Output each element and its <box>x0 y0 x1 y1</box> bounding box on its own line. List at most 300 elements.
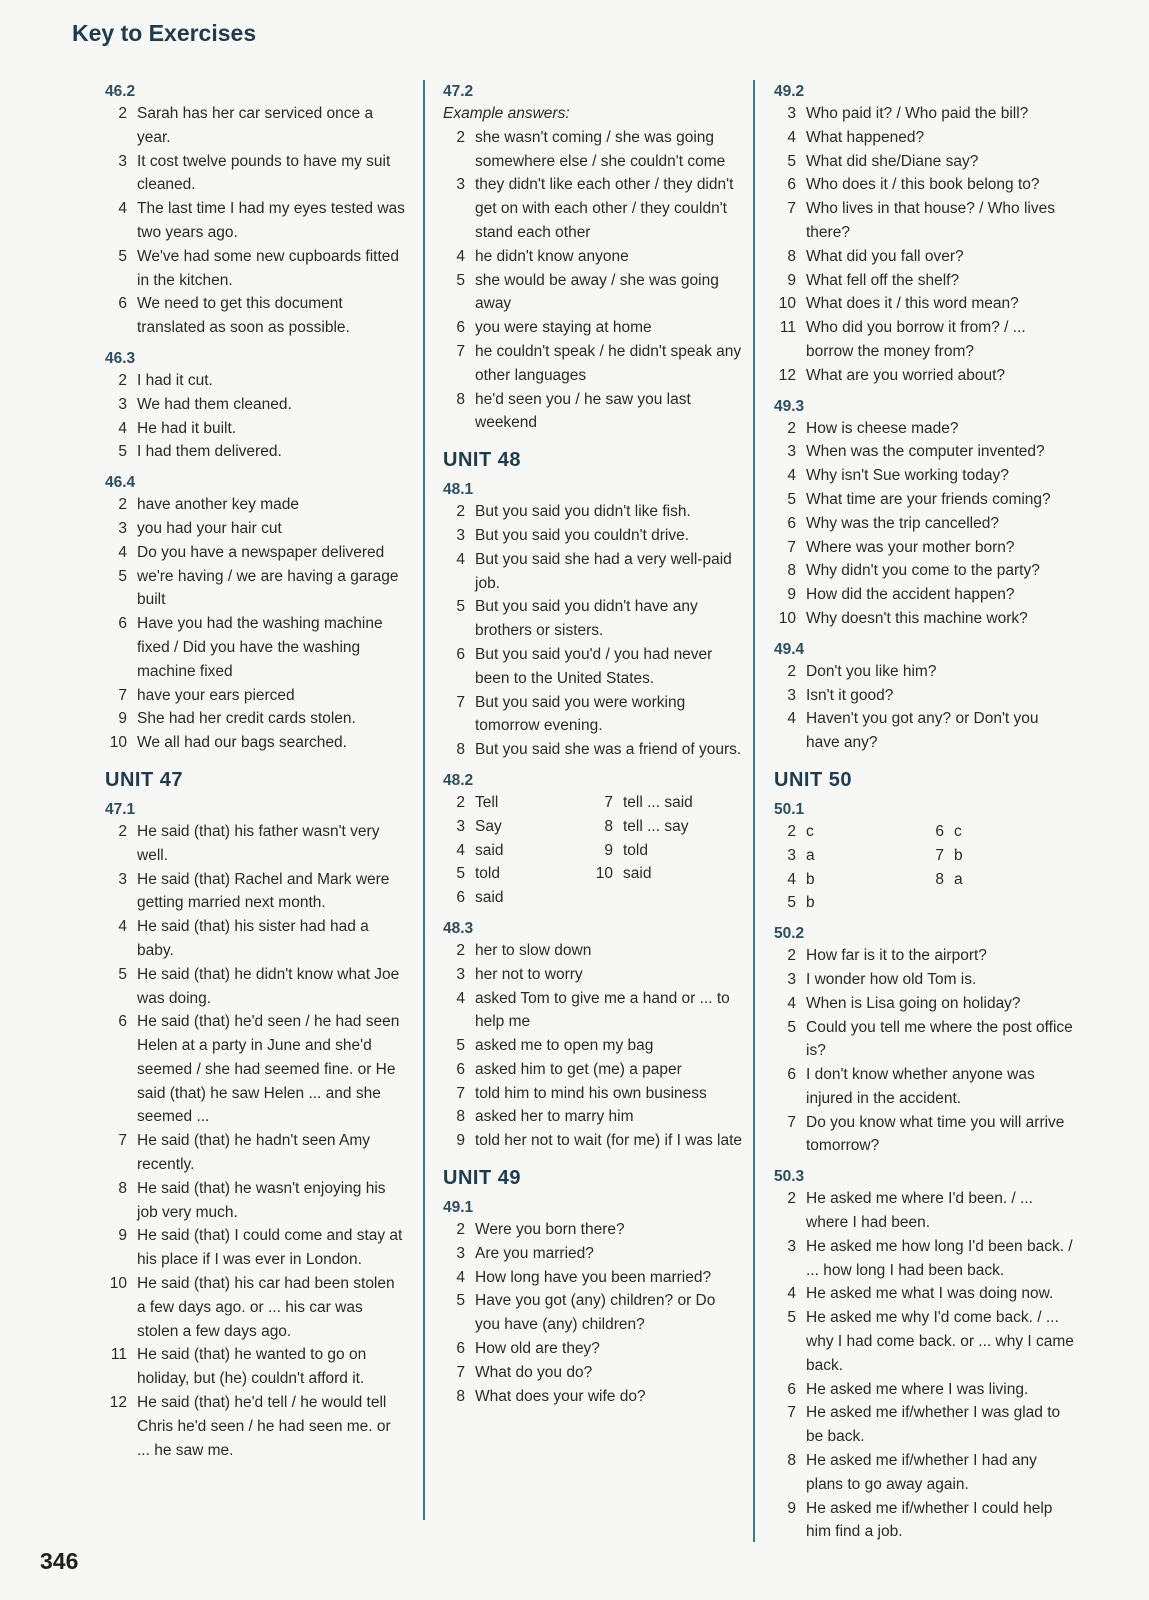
section-title: 49.4 <box>774 640 805 658</box>
answer-grid-column-left <box>443 791 591 910</box>
answer-number: 2 <box>456 941 465 959</box>
section-48-1 <box>443 480 743 762</box>
answer-number: 3 <box>787 846 796 864</box>
answer-item <box>443 791 591 815</box>
answer-number: 7 <box>787 538 796 556</box>
answer-item <box>443 1082 743 1106</box>
answer-item <box>774 197 1074 245</box>
answer-text: Haven't you got any? or Don't you have any? <box>806 710 1039 752</box>
answer-text: said <box>475 889 504 907</box>
answer-number: 4 <box>118 419 127 437</box>
answer-number: 2 <box>456 1221 465 1239</box>
unit-49-heading: UNIT 49 <box>443 1167 521 1190</box>
answer-text: Say <box>475 817 502 835</box>
answer-text: Where was your mother born? <box>806 538 1015 556</box>
answer-text: said <box>475 841 504 859</box>
answer-item <box>105 541 405 565</box>
answer-number: 3 <box>787 970 796 988</box>
answer-number: 5 <box>456 1292 465 1310</box>
answer-item <box>443 1337 743 1361</box>
section-title: 46.4 <box>105 474 136 492</box>
answer-item <box>443 316 743 340</box>
section-47-1 <box>105 800 405 1463</box>
answer-number: 6 <box>787 1066 796 1084</box>
answer-item <box>443 643 743 691</box>
answer-text: The last time I had my eyes tested was two years ago. <box>137 200 405 241</box>
answer-number: 3 <box>456 817 465 835</box>
answer-text: c <box>806 822 814 840</box>
answer-text: Isn't it good? <box>806 686 894 704</box>
answer-text: Why doesn't this machine work? <box>806 609 1028 627</box>
answer-text: he couldn't speak / he didn't speak any other languages <box>475 342 742 384</box>
answer-number: 6 <box>456 889 465 907</box>
answer-text: What did you fall over? <box>806 247 964 265</box>
answer-number: 8 <box>456 390 465 408</box>
answer-text: How did the accident happen? <box>806 586 1015 604</box>
answer-text: When was the computer invented? <box>806 443 1045 461</box>
answer-text: He asked me where I'd been. / ... where I had been. <box>806 1190 1033 1232</box>
answer-text: asked him to get (me) a paper <box>475 1060 682 1078</box>
answer-number: 3 <box>787 443 796 461</box>
answer-number: 2 <box>118 105 127 122</box>
answer-number: 3 <box>456 176 465 194</box>
answer-item <box>105 197 405 245</box>
answer-text: But you said she was a friend of yours. <box>475 741 742 759</box>
answer-text: Who lives in that house? / Who lives there? <box>806 200 1055 241</box>
answer-text: I don't know whether anyone was injured in the accident. <box>806 1066 1035 1107</box>
answer-number: 4 <box>787 1285 796 1303</box>
answer-grid-column-right <box>922 820 1070 915</box>
answer-number: 3 <box>787 105 796 122</box>
answer-number: 4 <box>787 710 796 728</box>
answer-number: 9 <box>787 586 796 604</box>
answer-text: How is cheese made? <box>806 419 959 437</box>
answer-number: 6 <box>456 1340 465 1358</box>
answer-item <box>105 1343 405 1391</box>
answer-number: 5 <box>456 865 465 883</box>
answer-number: 4 <box>456 1268 465 1286</box>
answer-number: 3 <box>787 1237 796 1255</box>
column-1 <box>105 82 405 1471</box>
section-title: 48.3 <box>443 919 474 937</box>
answer-number: 10 <box>778 609 796 627</box>
answer-item <box>774 1378 1074 1402</box>
answer-text: What did she/Diane say? <box>806 152 979 170</box>
answer-item <box>105 517 405 541</box>
answer-item <box>443 862 591 886</box>
answer-number: 8 <box>456 1108 465 1126</box>
answer-number: 8 <box>456 741 465 759</box>
answer-item <box>774 1306 1074 1377</box>
answer-number: 4 <box>118 918 127 936</box>
answer-number: 8 <box>456 1387 465 1405</box>
answer-text: What do you do? <box>475 1363 593 1381</box>
answer-number: 10 <box>778 295 796 313</box>
answer-number: 2 <box>787 822 796 840</box>
answer-text: tell ... say <box>623 817 689 835</box>
answer-text: How old are they? <box>475 1340 600 1358</box>
answer-number: 2 <box>456 503 465 521</box>
answer-item <box>774 364 1074 388</box>
answer-number: 3 <box>456 526 465 544</box>
section-46-2 <box>105 82 405 340</box>
answer-item <box>774 1449 1074 1497</box>
answer-item <box>443 1034 743 1058</box>
answer-item <box>774 1016 1074 1064</box>
answer-text: He said (that) his sister had had a baby. <box>137 918 369 959</box>
answer-item <box>105 868 405 916</box>
answer-item <box>443 1266 743 1290</box>
answer-item <box>774 868 922 892</box>
answer-item <box>774 583 1074 607</box>
answer-text: Who did you borrow it from? / ... borrow the money from? <box>806 319 1026 360</box>
answer-text: We all had our bags searched. <box>137 734 347 752</box>
answer-item <box>443 1105 743 1129</box>
answer-text: Do you have a newspaper delivered <box>137 543 385 561</box>
section-49-3 <box>774 397 1074 631</box>
answer-text: Why isn't Sue working today? <box>806 467 1009 485</box>
answer-text: He said (that) his father wasn't very well. <box>137 822 380 864</box>
answer-item <box>774 891 922 915</box>
answer-number: 9 <box>118 710 127 728</box>
answer-text: He said (that) Rachel and Mark were getting married next month. <box>137 870 390 912</box>
answer-text: have another key made <box>137 496 299 514</box>
page-header: Key to Exercises <box>72 20 257 46</box>
answer-number: 5 <box>787 1018 796 1036</box>
answer-number: 4 <box>118 543 127 561</box>
answer-number: 10 <box>595 865 613 883</box>
answer-number: 6 <box>456 319 465 337</box>
answer-item <box>774 150 1074 174</box>
answer-text: Don't you like him? <box>806 662 937 680</box>
answer-text: asked Tom to give me a hand or ... to help me <box>475 989 730 1031</box>
answer-text: What are you worried about? <box>806 366 1006 384</box>
answer-number: 7 <box>118 686 127 704</box>
answer-number: 12 <box>109 1394 127 1412</box>
answer-number: 7 <box>118 1132 127 1150</box>
answer-text: her to slow down <box>475 941 592 959</box>
answer-item <box>774 1063 1074 1111</box>
answer-item <box>105 963 405 1011</box>
answer-text: they didn't like each other / they didn't get on with each other / they couldn't stand each other <box>475 176 734 241</box>
answer-text: He said (that) I could come and stay at his place if I was ever in London. <box>137 1227 403 1269</box>
answer-number: 5 <box>787 894 796 912</box>
answer-text: b <box>954 846 963 864</box>
answer-item <box>443 1058 743 1082</box>
answer-text: How long have you been married? <box>475 1268 712 1286</box>
section-49-4 <box>774 640 1074 755</box>
answer-number: 6 <box>787 176 796 194</box>
answer-item <box>105 915 405 963</box>
column-divider-2 <box>753 80 755 1542</box>
answer-number: 2 <box>118 371 127 389</box>
answer-number: 3 <box>456 965 465 983</box>
page-number: 346 <box>40 1548 79 1574</box>
section-title: 49.2 <box>774 83 805 100</box>
answer-item <box>105 1272 405 1343</box>
answer-number: 9 <box>604 841 613 859</box>
answer-number: 2 <box>456 128 465 146</box>
answer-item <box>443 524 743 548</box>
answer-item <box>774 707 1074 755</box>
answer-text: What happened? <box>806 128 925 146</box>
section-title: 47.2 <box>443 83 474 100</box>
answer-item <box>105 612 405 683</box>
column-3 <box>774 82 1074 1553</box>
answer-item <box>105 440 405 464</box>
answer-text: have your ears pierced <box>137 686 295 704</box>
answer-text: Were you born there? <box>475 1221 625 1239</box>
answer-text: But you said you were working tomorrow evening. <box>475 693 686 735</box>
answer-number: 8 <box>604 817 613 835</box>
answer-item <box>443 987 743 1035</box>
answer-number: 7 <box>787 1404 796 1422</box>
answer-number: 4 <box>787 870 796 888</box>
answer-item <box>443 388 743 436</box>
answer-text: He said (that) he wasn't enjoying his job very much. <box>137 1179 386 1221</box>
answer-number: 7 <box>456 693 465 711</box>
answer-number: 8 <box>787 1452 796 1470</box>
answer-item <box>443 500 743 524</box>
answer-text: He asked me where I was living. <box>806 1380 1029 1398</box>
answer-item <box>105 393 405 417</box>
answer-text: Who paid it? / Who paid the bill? <box>806 105 1029 122</box>
answer-number: 5 <box>118 247 127 265</box>
section-50-1 <box>774 800 1074 915</box>
answer-text: tell ... said <box>623 793 693 811</box>
answer-number: 2 <box>787 1190 796 1208</box>
answer-item <box>922 844 1070 868</box>
answer-text: He said (that) he wanted to go on holiday, but (he) couldn't afford it. <box>137 1346 367 1388</box>
answer-text: But you said she had a very well-paid job. <box>475 550 732 592</box>
answer-number: 7 <box>935 846 944 864</box>
answer-text: But you said you'd / you had never been to the United States. <box>475 645 713 687</box>
answer-item <box>774 844 922 868</box>
answer-item <box>443 269 743 317</box>
answer-number: 7 <box>787 200 796 218</box>
answer-item <box>443 1385 743 1409</box>
answer-text: you had your hair cut <box>137 519 282 537</box>
section-title: 46.2 <box>105 83 136 100</box>
answer-grid-column-left <box>774 820 922 915</box>
answer-text: What does it / this word mean? <box>806 295 1019 313</box>
answer-item <box>774 440 1074 464</box>
section-47-2 <box>443 82 743 435</box>
answer-text: He said (that) his car had been stolen a few days ago. or ... his car was stolen a few days ago. <box>137 1275 395 1340</box>
answer-text: She had her credit cards stolen. <box>137 710 356 728</box>
answer-text: He said (that) he didn't know what Joe was doing. <box>137 965 400 1007</box>
answer-item <box>774 684 1074 708</box>
answer-item <box>443 340 743 388</box>
section-title: 50.3 <box>774 1168 805 1186</box>
answer-number: 9 <box>787 1499 796 1517</box>
answer-item <box>105 1129 405 1177</box>
answer-number: 2 <box>118 496 127 514</box>
answer-text: Have you got (any) children? or Do you have (any) children? <box>475 1292 716 1334</box>
section-46-4 <box>105 473 405 755</box>
answer-number: 3 <box>118 395 127 413</box>
answer-item <box>443 963 743 987</box>
answer-text: Who does it / this book belong to? <box>806 176 1040 194</box>
answer-text: a <box>954 870 963 888</box>
answer-text: Why was the trip cancelled? <box>806 514 999 532</box>
section-48-2 <box>443 771 743 910</box>
answer-item <box>105 369 405 393</box>
answer-text: Why didn't you come to the party? <box>806 562 1040 580</box>
unit-47-heading: UNIT 47 <box>105 768 183 791</box>
answer-text: c <box>954 822 962 840</box>
answer-text: He asked me if/whether I had any plans to go away again. <box>806 1452 1037 1493</box>
answer-number: 3 <box>787 686 796 704</box>
answer-text: He asked me how long I'd been back. / ... how long I had been back. <box>806 1237 1073 1279</box>
section-title: 48.1 <box>443 481 474 499</box>
answer-item <box>443 839 591 863</box>
answer-item <box>774 512 1074 536</box>
answer-text: told <box>475 865 500 883</box>
answer-item <box>105 417 405 441</box>
answer-number: 5 <box>118 567 127 585</box>
answer-item <box>774 269 1074 293</box>
answer-text: asked her to marry him <box>475 1108 634 1126</box>
answer-text: he didn't know anyone <box>475 247 629 265</box>
answer-text: He asked me why I'd come back. / ... why I had come back. or ... why I came back. <box>806 1309 1074 1374</box>
answer-number: 11 <box>779 319 796 337</box>
answer-item <box>922 868 1070 892</box>
answer-number: 4 <box>456 247 465 265</box>
answer-item <box>774 820 922 844</box>
answer-number: 4 <box>118 200 127 218</box>
section-49-2 <box>774 82 1074 388</box>
answer-item <box>443 1218 743 1242</box>
answer-item <box>443 939 743 963</box>
answer-item <box>105 565 405 613</box>
answer-number: 2 <box>787 419 796 437</box>
answer-text: But you said you didn't have any brothers or sisters. <box>475 598 698 640</box>
answer-number: 6 <box>118 615 127 633</box>
answer-text: He asked me if/whether I was glad to be back. <box>806 1404 1061 1446</box>
answer-text: b <box>806 894 815 912</box>
answer-number: 11 <box>110 1346 127 1364</box>
answer-number: 3 <box>456 1244 465 1262</box>
answer-number: 12 <box>778 366 796 384</box>
answer-item <box>105 707 405 731</box>
answer-text: Do you know what time you will arrive tomorrow? <box>806 1113 1065 1155</box>
answer-number: 6 <box>456 645 465 663</box>
answer-text: What fell off the shelf? <box>806 271 960 289</box>
section-title: 50.1 <box>774 800 805 818</box>
answer-item <box>774 1282 1074 1306</box>
answer-item <box>774 944 1074 968</box>
answer-text: He said (that) he'd seen / he had seen Helen at a party in June and she'd seemed / she had seemed fine. or He said (that) he saw Helen ... and she seemed ... <box>137 1013 400 1126</box>
answer-number: 7 <box>456 342 465 360</box>
answer-item <box>774 607 1074 631</box>
answer-number: 7 <box>456 1084 465 1102</box>
answer-number: 10 <box>109 1275 127 1293</box>
answer-item <box>443 738 743 762</box>
answer-number: 5 <box>787 152 796 170</box>
answer-text: Have you had the washing machine fixed / Did you have the washing machine fixed <box>137 615 383 680</box>
unit-48-heading: UNIT 48 <box>443 449 521 472</box>
answer-number: 7 <box>456 1363 465 1381</box>
section-title: 47.1 <box>105 800 136 818</box>
answer-item <box>774 102 1074 126</box>
answer-item <box>105 493 405 517</box>
answer-text: He said (that) he hadn't seen Amy recently. <box>137 1132 371 1174</box>
answer-text: a <box>806 846 815 864</box>
answer-text: He asked me what I was doing now. <box>806 1285 1054 1303</box>
column-divider-1 <box>423 80 425 1520</box>
answer-item <box>774 173 1074 197</box>
answer-text: b <box>806 870 815 888</box>
section-title: 49.3 <box>774 397 805 415</box>
answer-text: told him to mind his own business <box>475 1084 707 1102</box>
section-48-3 <box>443 919 743 1153</box>
answer-text: What does your wife do? <box>475 1387 646 1405</box>
answer-item <box>774 968 1074 992</box>
answer-item <box>105 150 405 198</box>
section-title: 48.2 <box>443 771 474 789</box>
answer-number: 6 <box>787 514 796 532</box>
answer-number: 7 <box>604 793 613 811</box>
answer-item <box>105 245 405 293</box>
answer-item <box>443 1129 743 1153</box>
answer-item <box>922 820 1070 844</box>
answer-text: you were staying at home <box>475 319 652 337</box>
answer-item <box>443 1361 743 1385</box>
answer-item <box>774 417 1074 441</box>
answer-text: We've had some new cupboards fitted in the kitchen. <box>137 247 400 289</box>
column-2 <box>443 82 743 1417</box>
answer-number: 6 <box>456 1060 465 1078</box>
answer-text: I had it cut. <box>137 371 213 389</box>
answer-item <box>774 1187 1074 1235</box>
answer-number: 4 <box>456 841 465 859</box>
answer-item <box>774 464 1074 488</box>
answer-number: 3 <box>118 152 127 170</box>
answer-number: 4 <box>456 550 465 568</box>
section-note: Example answers: <box>443 105 570 122</box>
answer-number: 4 <box>456 989 465 1007</box>
answer-item <box>774 1111 1074 1159</box>
answer-item <box>443 815 591 839</box>
answer-number: 8 <box>935 870 944 888</box>
answer-number: 4 <box>787 467 796 485</box>
answer-number: 3 <box>118 870 127 888</box>
answer-item <box>774 126 1074 150</box>
answer-item <box>105 820 405 868</box>
section-49-1 <box>443 1198 743 1408</box>
answer-number: 9 <box>456 1132 465 1150</box>
answer-number: 4 <box>787 994 796 1012</box>
section-50-3 <box>774 1167 1074 1544</box>
answer-number: 5 <box>456 1037 465 1055</box>
answer-item <box>443 548 743 596</box>
answer-text: He asked me if/whether I could help him find a job. <box>806 1499 1053 1541</box>
answer-number: 9 <box>787 271 796 289</box>
answer-text: said <box>623 865 652 883</box>
answer-item <box>774 488 1074 512</box>
answer-item <box>443 245 743 269</box>
answer-text: But you said you didn't like fish. <box>475 503 691 521</box>
answer-number: 8 <box>787 247 796 265</box>
answer-text: she would be away / she was going away <box>475 271 719 313</box>
answer-item <box>774 559 1074 583</box>
answer-item <box>774 316 1074 364</box>
answer-item <box>105 1010 405 1129</box>
answer-number: 9 <box>118 1227 127 1245</box>
answer-item <box>105 102 405 150</box>
answer-text: we're having / we are having a garage built <box>137 567 399 609</box>
